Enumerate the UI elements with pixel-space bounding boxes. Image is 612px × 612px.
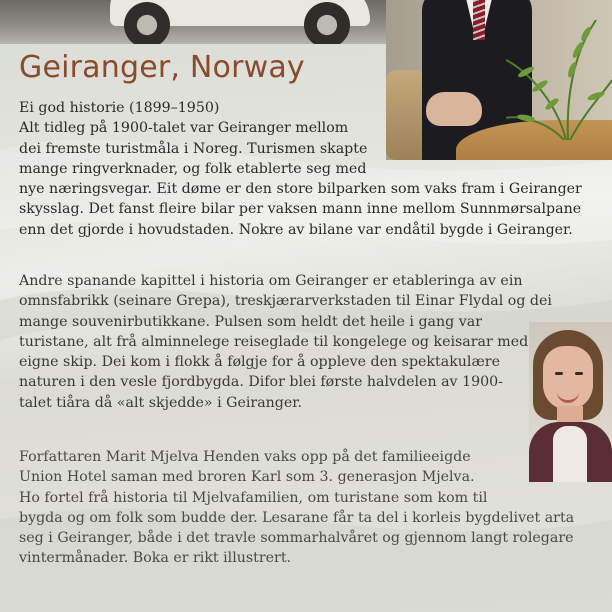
paragraph-author (19, 447, 574, 569)
text-line: vintermånader. Boka er rikt illustrert. (19, 550, 292, 567)
striped-tie (473, 0, 485, 40)
text-line: mange ringverknader, og folk etablerte seg med (19, 160, 367, 177)
text-line: omnsfabrikk (seinare Grepa), treskjærarverkstaden til Einar Flydal og dei (19, 293, 552, 310)
vintage-car-photo (0, 0, 390, 44)
text-line: dei fremste turistmåla i Noreg. Turismen skapte (19, 140, 368, 157)
text-line: enn det gjorde i hovudstaden. Nokre av bilane var endåtil bygde i Geiranger. (19, 221, 573, 238)
text-line: Ei god historie (1899–1950) (19, 100, 220, 116)
text-line: bygda og om folk som budde der. Lesarane får ta del i korleis bygdelivet arta (19, 509, 575, 526)
paragraph-history (19, 98, 582, 240)
text-line: Union Hotel saman med broren Karl som 3. generasjon Mjelva. (19, 469, 475, 486)
car-wheel (304, 2, 350, 44)
text-line: seg i Geiranger, både i det travle sommarhalvåret og gjennom langt rolegare (19, 530, 574, 547)
text-line: Andre spanande kapittel i historia om Geiranger er etableringa av ein (19, 273, 523, 289)
text-line: Forfattaren Marit Mjelva Henden vaks opp på det familieeigde (19, 449, 471, 465)
text-line: mange souvenirbutikkane. Pulsen som heldt det heile i gang var (19, 313, 482, 330)
text-line: naturen i den vesle fjordbygda. Difor blei første halvdelen av 1900- (19, 374, 503, 391)
text-line: Ho fortel frå historia til Mjelvafamilien, om turistane som kom til (19, 489, 488, 506)
text-line: nye næringsvegar. Eit døme er den store bilparken som vaks fram i Geiranger (19, 181, 582, 198)
text-line: talet tiåra då «alt skjedde» i Geiranger. (19, 394, 303, 411)
eye (555, 372, 563, 375)
text-line: turistane, alt frå alminnelege reiseglade til kongelege og keisarar med (19, 333, 529, 350)
text-line: Alt tidleg på 1900-talet var Geiranger mellom (19, 120, 349, 137)
book-title: Geiranger, Norway (19, 50, 305, 85)
paragraph-chapters (19, 271, 552, 413)
text-line: eigne skip. Dei kom i flokk å følgje for å oppleve den spektakulære (19, 354, 500, 371)
text-line: skysslag. Det fanst fleire bilar per vaksen mann inne mellom Sunnmørsalpane (19, 201, 582, 218)
car-wheel (124, 2, 170, 44)
eye (575, 372, 583, 375)
